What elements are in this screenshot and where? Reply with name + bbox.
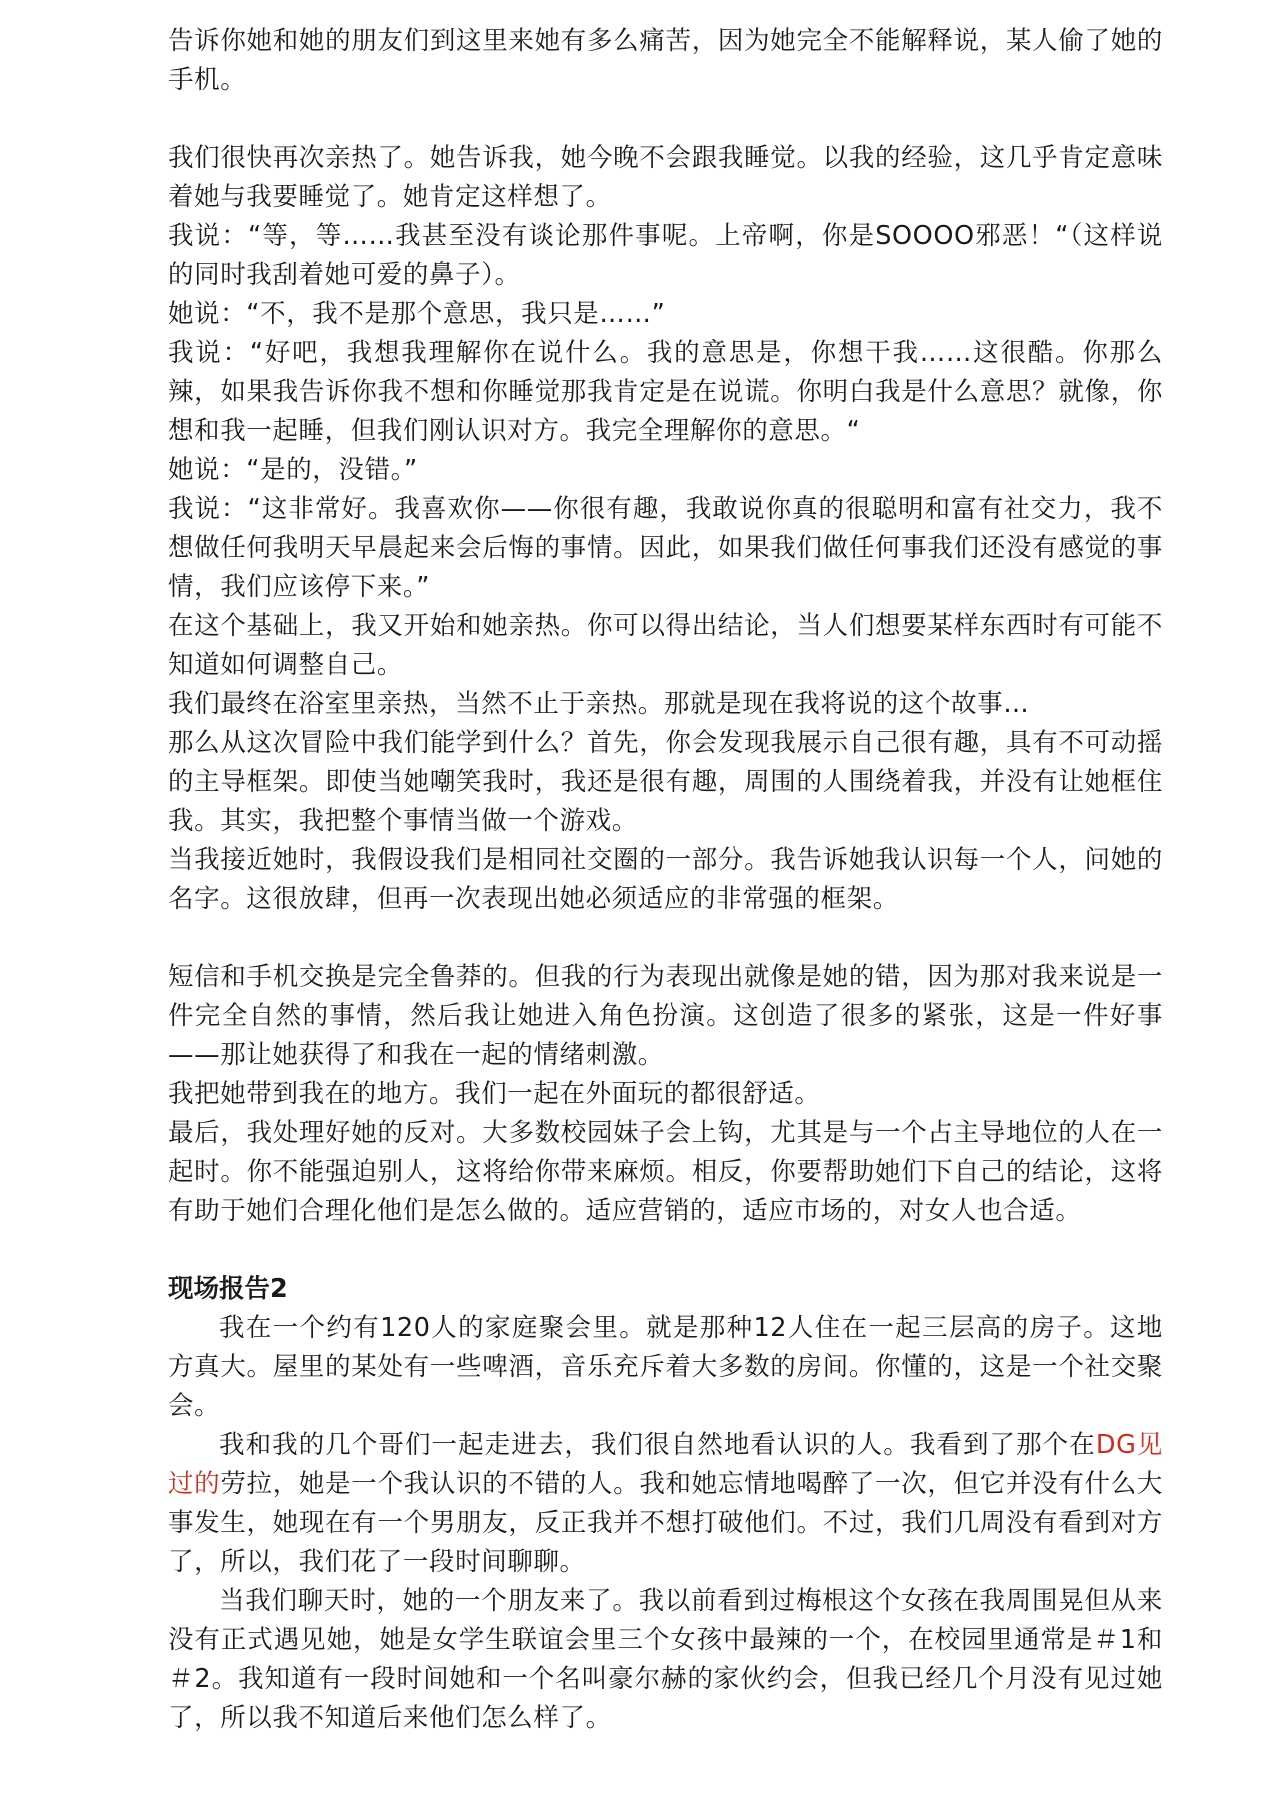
paragraph: 我说：“等，等……我甚至没有谈论那件事呢。上帝啊，你是SOOOO邪恶！“（这样说的同时我刮着她可爱的鼻子）。 — [168, 221, 1163, 290]
report-paragraph: 我在一个约有120人的家庭聚会里。就是那种12人住在一起三层高的房子。这地方真大。屋里的某处有一些啤酒，音乐充斥着大多数的房间。你懂的，这是一个社交聚会。 — [168, 1313, 1163, 1421]
paragraph-gap — [168, 919, 1163, 958]
report-paragraph: 当我们聊天时，她的一个朋友来了。我以前看到过梅根这个女孩在我周围晃但从来没有正式遇见她，她是女学生联谊会里三个女孩中最辣的一个，在校园里通常是＃1和＃2。我知道有一段时间她和一个名叫豪尔赫的家伙约会，但我已经几个月没有见过她了，所以我不知道后来他们怎么样了。 — [168, 1586, 1163, 1733]
paragraph: 最后，我处理好她的反对。大多数校园妹子会上钩，尤其是与一个占主导地位的人在一起时。你不能强迫别人，这将给你带来麻烦。相反，你要帮助她们下自己的结论，这将有助于她们合理化他们是怎么做的。适应营销的，适应市场的，对女人也合适。 — [168, 1118, 1163, 1226]
document-page — [168, 22, 1163, 1738]
report-text: 我和我的几个哥们一起走进去，我们很自然地看认识的人。我看到了那个在 — [219, 1430, 1096, 1460]
paragraph: 在这个基础上，我又开始和她亲热。你可以得出结论，当人们想要某样东西时有可能不知道如何调整自己。 — [168, 611, 1163, 680]
paragraph: 我把她带到我在的地方。我们一起在外面玩的都很舒适。 — [168, 1079, 821, 1109]
paragraph: 当我接近她时，我假设我们是相同社交圈的一部分。我告诉她我认识每一个人，问她的名字。这很放肆，但再一次表现出她必须适应的非常强的框架。 — [168, 845, 1163, 914]
paragraph: 告诉你她和她的朋友们到这里来她有多么痛苦，因为她完全不能解释说，某人偷了她的手机。 — [168, 26, 1163, 95]
paragraph: 我说：“这非常好。我喜欢你——你很有趣，我敢说你真的很聪明和富有社交力，我不想做任何我明天早晨起来会后悔的事情。因此，如果我们做任何事我们还没有感觉的事情，我们应该停下来。” — [168, 494, 1163, 602]
paragraph: 我们最终在浴室里亲热，当然不止于亲热。那就是现在我将说的这个故事… — [168, 689, 1030, 719]
paragraph-gap — [168, 100, 1163, 139]
paragraph: 我们很快再次亲热了。她告诉我，她今晚不会跟我睡觉。以我的经验，这几乎肯定意味着她与我要睡觉了。她肯定这样想了。 — [168, 143, 1163, 212]
paragraph: 她说：“是的，没错。” — [168, 455, 418, 485]
report-paragraph — [168, 1426, 1163, 1582]
paragraph: 短信和手机交换是完全鲁莽的。但我的行为表现出就像是她的错，因为那对我来说是一件完全自然的事情，然后我让她进入角色扮演。这创造了很多的紧张，这是一件好事——那让她获得了和我在一起的情绪刺激。 — [168, 962, 1163, 1070]
section-heading: 现场报告2 — [168, 1274, 288, 1304]
paragraph-gap — [168, 1231, 1163, 1270]
paragraph: 我说：“好吧，我想我理解你在说什么。我的意思是，你想干我……这很酷。你那么辣，如果我告诉你我不想和你睡觉那我肯定是在说谎。你明白我是什么意思？就像，你想和我一起睡，但我们刚认识对方。我完全理解你的意思。“ — [168, 338, 1163, 446]
paragraph: 她说：“不，我不是那个意思，我只是……” — [168, 299, 666, 329]
highlighted-text: DG见过的 — [168, 1430, 1163, 1499]
paragraph: 那么从这次冒险中我们能学到什么？首先，你会发现我展示自己很有趣，具有不可动摇的主导框架。即使当她嘲笑我时，我还是很有趣，周围的人围绕着我，并没有让她框住我。其实，我把整个事情当做一个游戏。 — [168, 728, 1163, 836]
report-text: 劳拉，她是一个我认识的不错的人。我和她忘情地喝醉了一次，但它并没有什么大事发生，她现在有一个男朋友，反正我并不想打破他们。不过，我们几周没有看到对方了，所以，我们花了一段时间聊聊。 — [168, 1469, 1163, 1577]
